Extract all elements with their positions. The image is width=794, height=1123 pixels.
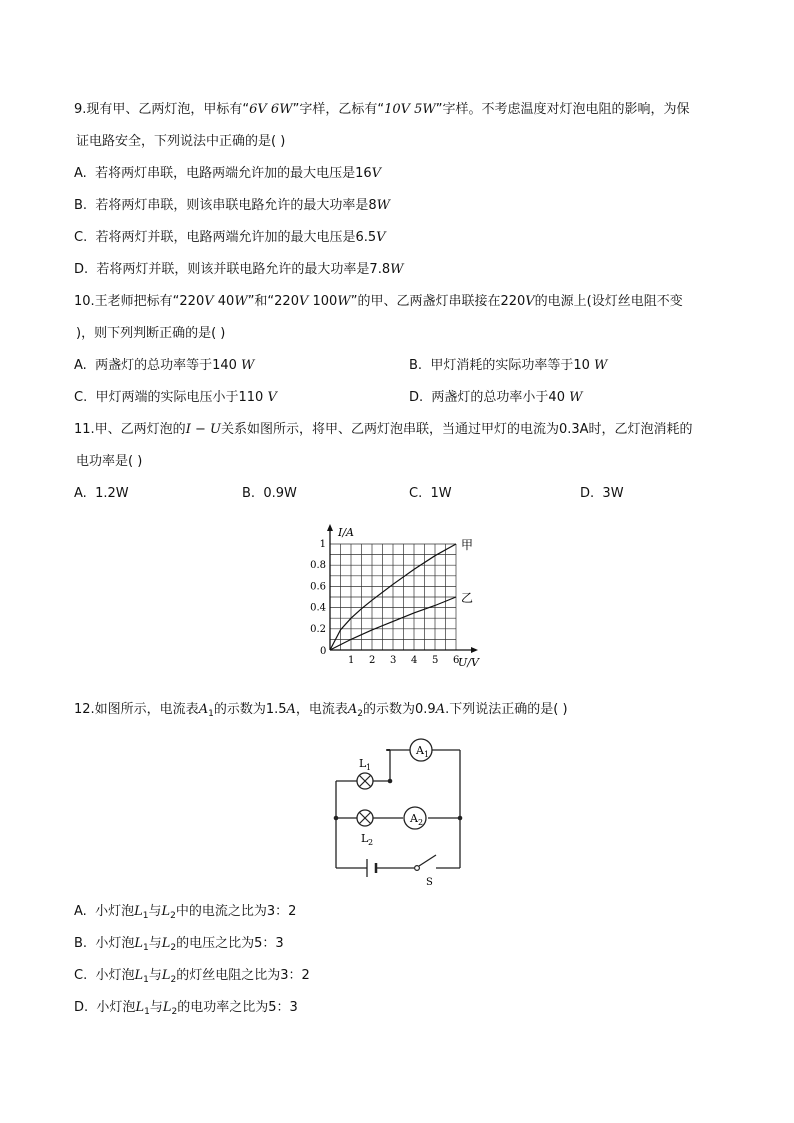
circuit-diagram [320, 728, 480, 888]
q10-option-a: A. 两盏灯的总功率等于140 W [74, 358, 255, 373]
q9-option-a: A. 若将两灯串联，电路两端允许加的最大电压是16V [74, 166, 381, 181]
q11-stem-line1: 11.甲、乙两灯泡的I − U关系如图所示，将甲、乙两灯泡串联，当通过甲灯的电流为0.3A时，乙灯泡消耗的 [74, 422, 693, 437]
q9-option-d: D. 若将两灯并联，则该并联电路允许的最大功率是7.8W [74, 262, 404, 277]
q12-stem: 12.如图所示，电流表$A_1$的示数为1.5A，电流表$A_2$的示数为0.9A.下列说法正确的是( ) [74, 702, 568, 719]
series-label: 甲 [461, 538, 474, 552]
y-axis-label: I/A [338, 526, 354, 539]
q11-stem-line2: 电功率是( ) [76, 454, 143, 469]
q12-option-d: D. 小灯泡$L_1$与$L_2$的电功率之比为5：3 [74, 1000, 298, 1017]
q9-stem-line1: 9.现有甲、乙两灯泡，甲标有“6V 6W”字样，乙标有“10V 5W”字样。不考虑温度对灯泡电阻的影响，为保 [74, 102, 690, 117]
q12-option-c: C. 小灯泡$L_1$与$L_2$的灯丝电阻之比为3：2 [74, 968, 310, 985]
q10-option-b: B. 甲灯消耗的实际功率等于10 W [409, 358, 608, 373]
y-tick-label: 0.4 [310, 602, 326, 614]
svg-text:1: 1 [424, 750, 430, 759]
y-tick-label: 0.2 [310, 623, 326, 635]
x-axis-arrow [471, 647, 478, 653]
svg-text:A: A [410, 812, 418, 825]
y-tick-label: 0.6 [310, 581, 326, 593]
l2-label: L [361, 832, 369, 845]
origin-label: 0 [320, 646, 327, 657]
l1-label: L [359, 757, 367, 770]
junction-dot [334, 816, 339, 821]
y-tick-label: 1 [319, 539, 326, 550]
x-tick-label: 2 [369, 655, 376, 666]
x-tick-label: 3 [390, 655, 397, 666]
chart-grid [330, 544, 456, 650]
q11-option-d: D. 3W [580, 486, 624, 501]
ammeter-a1-icon [410, 739, 432, 761]
q9-option-c: C. 若将两灯并联，电路两端允许加的最大电压是6.5V [74, 230, 386, 245]
series-label: 乙 [461, 591, 474, 605]
q11-option-a: A. 1.2W [74, 486, 129, 501]
q11-option-b: B. 0.9W [242, 486, 297, 501]
q11-option-c: C. 1W [409, 486, 452, 501]
lamp-l2-icon [357, 810, 373, 826]
junction-dot [458, 816, 463, 821]
junction-dot [388, 779, 393, 784]
ammeter-a2-icon [404, 807, 426, 829]
q12-option-b: B. 小灯泡$L_1$与$L_2$的电压之比为5：3 [74, 936, 284, 953]
lamp-l1-icon [357, 773, 373, 789]
x-tick-label: 5 [432, 655, 439, 666]
x-tick-label: 4 [411, 655, 418, 666]
y-axis-arrow [327, 524, 333, 531]
svg-text:A: A [416, 744, 424, 757]
iu-chart [300, 512, 500, 672]
q10-option-c: C. 甲灯两端的实际电压小于110 V [74, 390, 277, 405]
chart-axes [327, 524, 478, 653]
q10-stem-line1: 10.王老师把标有“220V 40W”和“220V 100W”的甲、乙两盏灯串联接在220V的电源上(设灯丝电阻不变 [74, 294, 683, 309]
q9-option-b: B. 若将两灯串联，则该串联电路允许的最大功率是8W [74, 198, 390, 213]
l1-sub: 1 [366, 763, 372, 772]
q10-option-d: D. 两盏灯的总功率小于40 W [409, 390, 583, 405]
svg-text:2: 2 [418, 818, 424, 827]
x-tick-label: 6 [453, 655, 460, 666]
x-tick-label: 1 [348, 655, 355, 666]
q10-stem-line2: )，则下列判断正确的是( ) [76, 326, 226, 341]
switch-label: S [426, 877, 433, 888]
y-tick-label: 0.8 [310, 560, 326, 572]
q12-option-a: A. 小灯泡$L_1$与$L_2$中的电流之比为3：2 [74, 904, 297, 921]
x-axis-label: U/V [458, 656, 479, 669]
q9-stem-line2: 证电路安全，下列说法中正确的是( ) [76, 134, 286, 149]
switch-contact [415, 866, 420, 871]
l2-sub: 2 [368, 838, 374, 847]
